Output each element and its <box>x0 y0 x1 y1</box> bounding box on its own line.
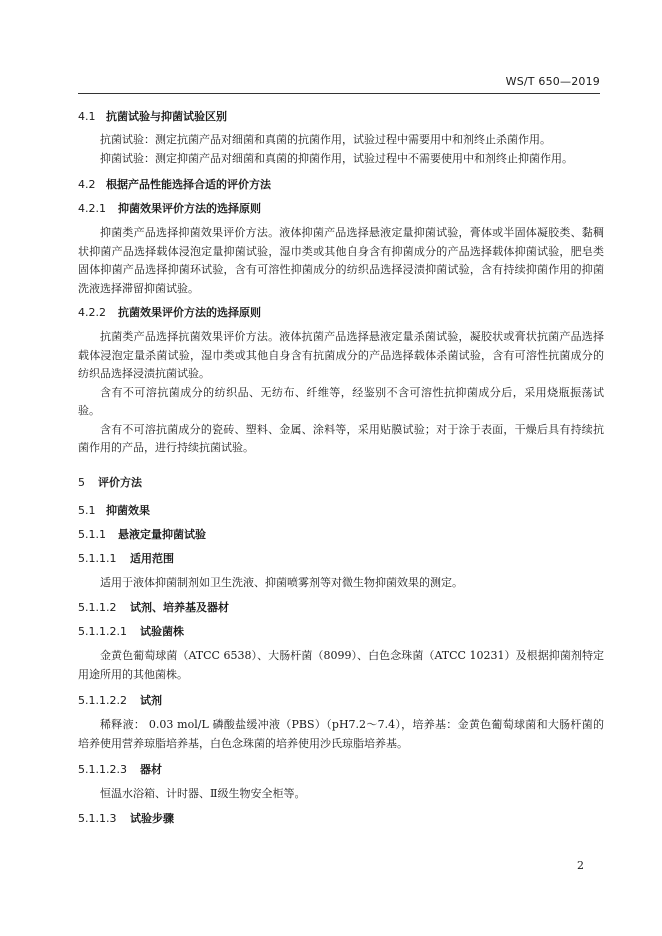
heading-5: 5 评价方法 <box>78 475 142 489</box>
paragraph: 抗菌试验：测定抗菌产品对细菌和真菌的抗菌作用，试验过程中需要用中和剂终止杀菌作用。 <box>100 133 551 146</box>
header-divider <box>78 93 600 94</box>
heading-4-1: 4.1 抗菌试验与抑菌试验区别 <box>78 110 227 123</box>
heading-4-2: 4.2 根据产品性能选择合适的评价方法 <box>78 178 271 191</box>
paragraph: 适用于液体抑菌制剂如卫生洗液、抑菌喷雾剂等对微生物抑菌效果的测定。 <box>100 575 463 589</box>
paragraph: 抑菌试验：测定抑菌产品对细菌和真菌的抑菌作用，试验过程中不需要使用中和剂终止抑菌作用。 <box>100 151 573 165</box>
document-body <box>78 108 604 828</box>
paragraph: 含有不可溶抗菌成分的纺织品、无纺布、纤维等，经鉴别不含可溶性抗抑菌成分后，采用烧瓶振荡试验。 <box>78 385 604 417</box>
heading-5-1-1-2-3: 5.1.1.2.3 器材 <box>78 763 162 776</box>
standard-code: WS/T 650—2019 <box>505 75 600 88</box>
heading-5-1-1-2: 5.1.1.2 试剂、培养基及器材 <box>78 601 229 614</box>
heading-5-1-1-3: 5.1.1.3 试验步骤 <box>78 811 174 825</box>
paragraph: 金黄色葡萄球菌（ATCC 6538）、大肠杆菌（8099）、白色念珠菌（ATCC 10231）及根据抑菌剂特定用途所用的其他菌株。 <box>78 649 604 681</box>
paragraph: 抗菌类产品选择抗菌效果评价方法。液体抗菌产品选择悬液定量杀菌试验，凝胶状或膏状抗菌产品选择载体浸泡定量杀菌试验，湿巾类或其他自身含有抗菌成分的产品选择载体杀菌试验，含有可溶性抗菌成分的纺织品选择浸渍抗菌试验。 <box>78 330 604 380</box>
heading-5-1-1-1: 5.1.1.1 适用范围 <box>78 551 174 565</box>
heading-5-1-1: 5.1.1 悬液定量抑菌试验 <box>78 527 206 541</box>
paragraph: 含有不可溶抗菌成分的瓷砖、塑料、金属、涂料等，采用贴膜试验；对于涂于表面，干燥后具有持续抗菌作用的产品，进行持续抗菌试验。 <box>78 422 604 454</box>
heading-5-1-1-2-1: 5.1.1.2.1 试验菌株 <box>78 625 184 638</box>
paragraph: 稀释液： 0.03 mol/L 磷酸盐缓冲液（PBS）（pH7.2～7.4），培养基：金黄色葡萄球菌和大肠杆菌的培养使用营养琼脂培养基，白色念珠菌的培养使用沙氏琼脂培养基。 <box>78 718 604 750</box>
paragraph: 恒温水浴箱、计时器、Ⅱ级生物安全柜等。 <box>100 787 306 800</box>
page-number: 2 <box>577 859 584 872</box>
paragraph: 抑菌类产品选择抑菌效果评价方法。液体抑菌产品选择悬液定量抑菌试验，膏体或半固体凝胶类、黏稠状抑菌产品选择载体浸泡定量抑菌试验，湿巾类或其他自身含有抑菌成分的产品选择载体抑菌试验，肥皂类固体抑菌产品选择抑菌环试验，含有可溶性抑菌成分的纺织品选择浸渍抑菌试验，含有持续抑菌作用的抑菌洗液选择滞留抑菌试验。 <box>78 226 604 295</box>
heading-4-2-2: 4.2.2 抗菌效果评价方法的选择原则 <box>78 306 261 319</box>
heading-5-1-1-2-2: 5.1.1.2.2 试剂 <box>78 694 162 707</box>
heading-4-2-1: 4.2.1 抑菌效果评价方法的选择原则 <box>78 202 261 215</box>
heading-5-1: 5.1 抑菌效果 <box>78 503 150 517</box>
